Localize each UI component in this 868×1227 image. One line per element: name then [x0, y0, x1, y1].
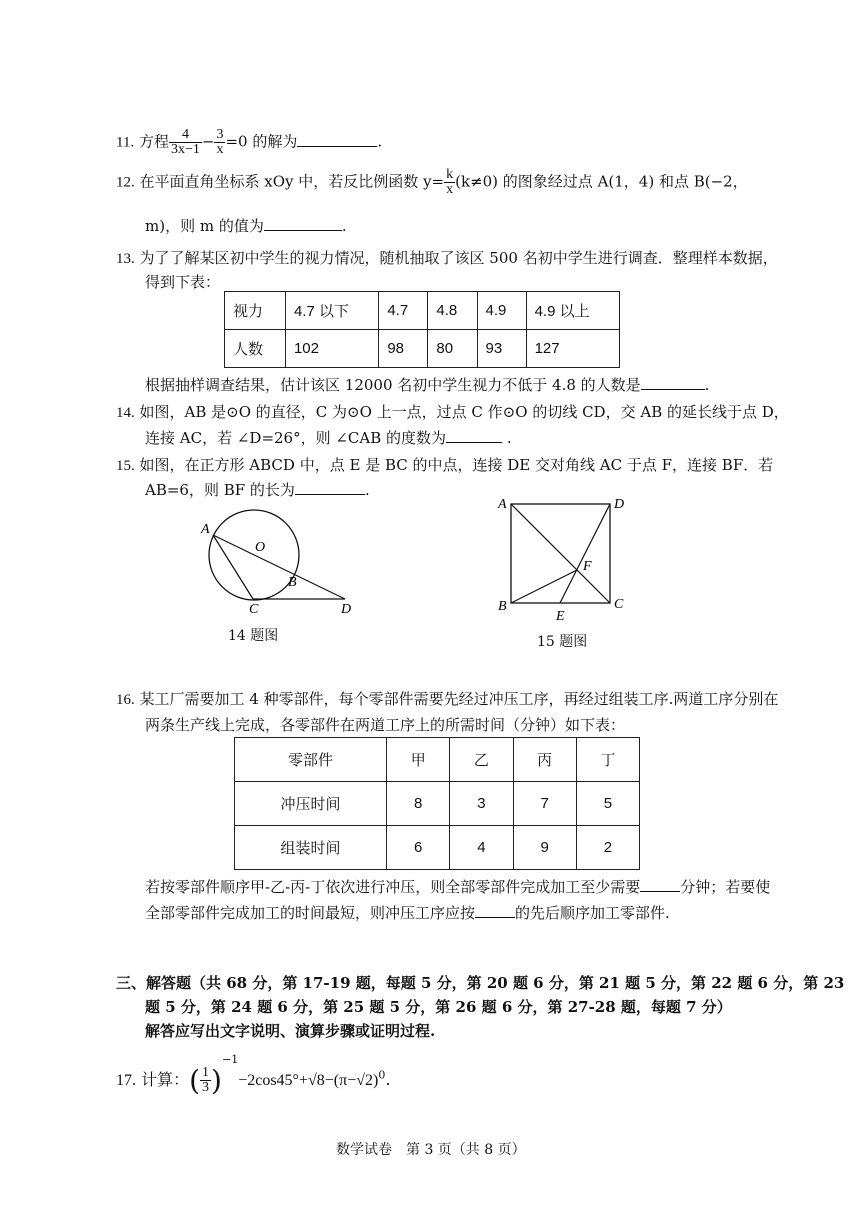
label-d: D: [614, 497, 625, 512]
label-c: C: [249, 602, 259, 617]
question-13-after: 根据抽样调查结果，估计该区 12000 名初中学生视力不低于 4.8 的人数是 .: [145, 376, 710, 394]
question-16-after2: 全部零部件完成加工的时间最短，则冲压工序应按 的先后顺序加工零部件.: [145, 904, 670, 922]
table-cell: 3: [450, 782, 513, 826]
line-bf: [511, 570, 577, 603]
table-cell: 8: [387, 782, 450, 826]
question-13-line2: 得到下表：: [145, 273, 221, 291]
question-15: 15. 如图，在正方形 ABCD 中，点 E 是 BC 的中点，连接 DE 交对角线 AC 于点 F，连接 BF．若: [116, 456, 774, 474]
table-cell: 人数: [225, 330, 286, 368]
figure-14-caption: 14 题图: [228, 628, 279, 644]
label-d: D: [341, 602, 352, 617]
table-cell: 4.7 以下: [285, 292, 378, 330]
label-c: C: [614, 597, 624, 612]
parts-table: [234, 737, 640, 870]
figure-14: [195, 505, 365, 625]
table-cell: 4.9 以上: [526, 292, 619, 330]
section-3-heading-line2: 题 5 分，第 24 题 6 分，第 25 题 5 分，第 26 题 6 分，第 27-28 题，每题 7 分）: [145, 998, 732, 1016]
table-cell: 9: [513, 826, 576, 870]
label-b: B: [288, 575, 297, 590]
figure-15: [494, 492, 634, 627]
table-cell: 7: [513, 782, 576, 826]
table-cell: 2: [576, 826, 639, 870]
table-cell: 4.9: [477, 292, 526, 330]
label-a: A: [498, 497, 507, 512]
label-f: F: [583, 559, 592, 574]
answer-blank[interactable]: [446, 428, 502, 443]
table-cell: 丁: [576, 738, 639, 782]
diagonal-ac: [511, 504, 610, 603]
question-11: 11. 方程 $\frac{4}{3x-1}$ − $\frac{3}{x}$ =0 的解为 .: [116, 127, 383, 157]
table-cell: 80: [428, 330, 477, 368]
fraction: $\frac{1}{3}$: [202, 1065, 210, 1095]
table-cell: 4: [450, 826, 513, 870]
table-cell: 冲压时间: [235, 782, 387, 826]
table-cell: 4.8: [428, 292, 477, 330]
fraction: $\frac{3}{x}$: [216, 127, 224, 157]
line-de: [560, 504, 610, 603]
fraction: $\frac{4}{3x-1}$: [171, 127, 200, 157]
label-a: A: [201, 522, 210, 537]
figure-15-caption: 15 题图: [537, 634, 588, 650]
right-paren: ): [211, 1064, 222, 1097]
table-cell: 丙: [513, 738, 576, 782]
label-b: B: [498, 599, 507, 614]
question-12-line2: m)，则 m 的值为 .: [145, 217, 347, 235]
table-cell: 102: [285, 330, 378, 368]
question-14: 14. 如图，AB 是⊙O 的直径，C 为⊙O 上一点，过点 C 作⊙O 的切线 CD，交 AB 的延长线于点 D，: [116, 403, 789, 421]
label-o: O: [255, 540, 266, 555]
question-17: 17. 计算：( $\frac{1}{3}$ )$^{-1}-2\cos 45^\circ+√8-(\pi-√2)^0$.: [116, 1053, 391, 1097]
vision-table: [224, 291, 620, 368]
answer-blank[interactable]: [475, 903, 515, 918]
section-3-instruction: 解答应写出文字说明、演算步骤或证明过程.: [145, 1022, 436, 1040]
question-16-line2: 两条生产线上完成，各零部件在两道工序上的所需时间（分钟）如下表：: [145, 716, 626, 734]
page-footer: 数学试卷 第 3 页（共 8 页）: [336, 1142, 526, 1158]
answer-blank[interactable]: [264, 216, 342, 231]
question-16: 16. 某工厂需要加工 4 种零部件，每个零部件需要先经过冲压工序，再经过组装工序.两道工序分别在: [116, 690, 779, 708]
question-15-line2: AB=6，则 BF 的长为 .: [145, 481, 370, 499]
table-cell: 乙: [450, 738, 513, 782]
label-e: E: [556, 609, 565, 624]
answer-blank[interactable]: [295, 480, 365, 495]
fraction: $\frac{k}{x}$: [446, 167, 454, 197]
section-3-heading: 三、解答题（共 68 分，第 17-19 题，每题 5 分，第 20 题 6 分，第 21 题 5 分，第 22 题 6 分，第 23: [116, 974, 845, 992]
table-cell: 零部件: [235, 738, 387, 782]
table-cell: 4.7: [379, 292, 428, 330]
question-12: 12. 在平面直角坐标系 xOy 中，若反比例函数 y= $\frac{k}{x}$ (k≠0) 的图象经过点 A(1，4) 和点 B(−2，: [116, 167, 748, 197]
table-cell: 组装时间: [235, 826, 387, 870]
answer-blank[interactable]: [641, 375, 705, 390]
table-cell: 127: [526, 330, 619, 368]
question-13: 13. 为了了解某区初中学生的视力情况，随机抽取了该区 500 名初中学生进行调查．整理样本数据，: [116, 249, 778, 267]
table-cell: 5: [576, 782, 639, 826]
table-cell: 6: [387, 826, 450, 870]
question-14-line2: 连接 AC，若 ∠D=26°，则 ∠CAB 的度数为 .: [145, 429, 512, 447]
left-paren: (: [189, 1064, 201, 1097]
answer-blank[interactable]: [297, 132, 377, 147]
table-cell: 98: [379, 330, 428, 368]
table-cell: 93: [477, 330, 526, 368]
answer-blank[interactable]: [640, 877, 680, 892]
table-cell: 甲: [387, 738, 450, 782]
question-16-after1: 若按零部件顺序甲-乙-丙-丁依次进行冲压，则全部零部件完成加工至少需要 分钟；若要使: [145, 878, 771, 896]
table-cell: 视力: [225, 292, 286, 330]
